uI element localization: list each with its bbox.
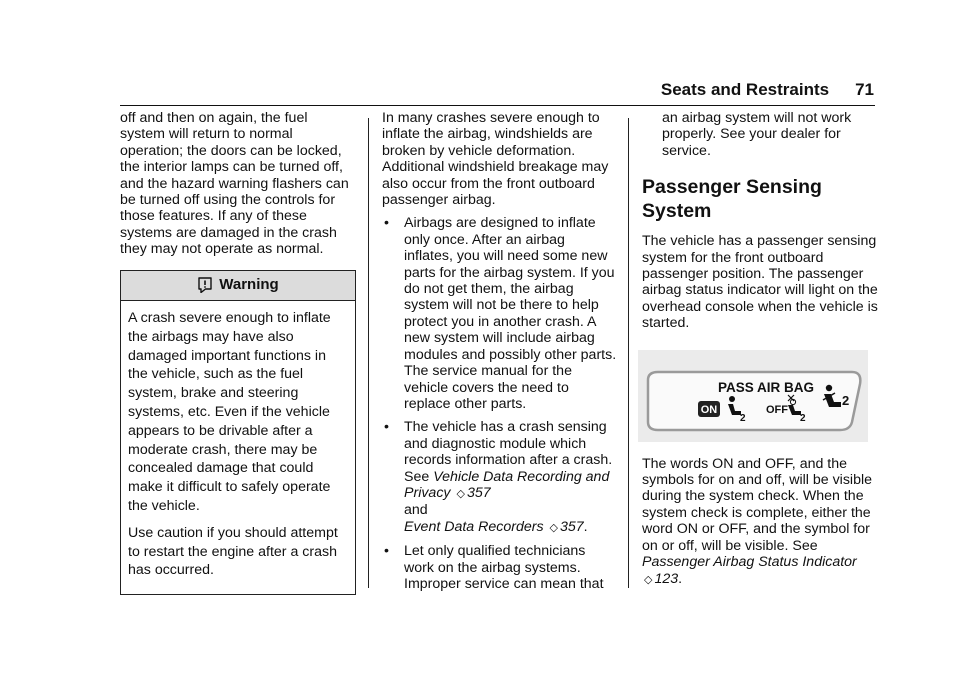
sentence-period: . — [678, 570, 683, 587]
column-left — [120, 110, 356, 595]
conjunction: and — [404, 502, 428, 519]
list-item-text: Airbags are designed to inflate only once. After an airbag inflates, you will need some new parts for the airbag system. If you do not get them, the airbag system will not be there to help protect you in another crash. A new system will include airbag modules and possibly other parts. The service manual for the vehicle covers the need to replace other parts. — [404, 215, 617, 412]
page-ref-icon: ◇ — [549, 521, 558, 534]
airbag-status-display — [638, 350, 868, 442]
list-item — [382, 215, 617, 412]
body-paragraph — [642, 456, 878, 588]
cross-reference-page[interactable]: 123 — [654, 570, 679, 587]
sentence-period: . — [583, 518, 588, 535]
seat-number: 2 — [842, 392, 850, 408]
list-item-text: Let only qualified technicians work on the airbag systems. Improper service can mean that — [404, 543, 604, 592]
header-rule — [120, 105, 875, 106]
bullet-marker: • — [384, 419, 389, 436]
warning-body — [121, 301, 355, 594]
airbag-status-panel-image — [638, 350, 868, 442]
page-ref-icon: ◇ — [456, 487, 465, 500]
section-name: Seats and Restraints — [660, 80, 830, 99]
list-item — [382, 543, 617, 592]
list-item-text — [404, 419, 617, 536]
cross-reference-link[interactable]: Vehicle Data Recording and Privacy — [404, 468, 610, 501]
page-header — [661, 80, 874, 100]
body-paragraph: The vehicle has a passenger sensing system for the front outboard passenger position. The passenger airbag status indicator will light on the overhead console when the vehicle is started. — [642, 233, 878, 332]
warning-paragraph: A crash severe enough to inflate the airbags may have also damaged important functions in the vehicle, such as the fuel system, brake and steering systems, etc. Even if the vehicle appears to be drivable after a moderate crash, there may be concealed damage that could make it difficult to safely operate the vehicle. — [128, 310, 331, 515]
bullet-marker: • — [384, 215, 389, 232]
column-divider — [628, 118, 629, 588]
intro-paragraph: In many crashes severe enough to inflate the airbag, windshields are broken by vehicle deformation. Additional windshield breakage may also occur from the front outboard passenger airbag. — [382, 110, 609, 209]
cross-reference-page[interactable]: 357 — [466, 484, 491, 501]
seat-number: 2 — [740, 412, 746, 424]
list-item-text-part: The vehicle has a crash sensing and diagnostic module which records information after a crash. See — [404, 419, 613, 485]
warning-header — [121, 271, 355, 301]
seat-number: 2 — [800, 412, 806, 424]
body-paragraph-text: The words ON and OFF, and the symbols for on and off, will be visible during the system check. When the system check is complete, either the word ON or OFF, and the symbol for on or off, will be visible. See — [642, 455, 872, 554]
section-heading: Passenger Sensing System — [642, 176, 822, 223]
page-ref-icon: ◇ — [644, 573, 653, 586]
list-continuation: an airbag system will not work properly. See your dealer for service. — [662, 110, 852, 159]
warning-box — [120, 270, 356, 596]
warning-title: Warning — [219, 275, 279, 293]
list-item — [382, 419, 617, 536]
column-middle — [382, 110, 617, 599]
warning-paragraph: Use caution if you should attempt to restart the engine after a crash has occurred. — [128, 524, 338, 579]
cross-reference-page[interactable]: 357 — [560, 518, 584, 535]
pass-air-bag-label: PASS AIR BAG — [718, 379, 815, 395]
on-indicator-label: ON — [700, 403, 718, 416]
intro-paragraph: off and then on again, the fuel system will return to normal operation; the doors can be locked, the interior lamps can be turned off, and the hazard warning flashers can be turned off using the controls for those features. If any of these systems are damaged in the crash they may not operate as normal. — [120, 110, 349, 258]
off-indicator-label: OFF — [766, 403, 788, 416]
cross-reference-link[interactable]: Event Data Recorders — [404, 518, 544, 535]
column-right — [642, 110, 878, 595]
cross-reference-link[interactable]: Passenger Airbag Status Indicator — [642, 554, 857, 571]
page-number: 71 — [855, 80, 874, 99]
bullet-marker: • — [384, 543, 389, 560]
column-divider — [368, 118, 369, 588]
warning-icon — [197, 277, 213, 293]
